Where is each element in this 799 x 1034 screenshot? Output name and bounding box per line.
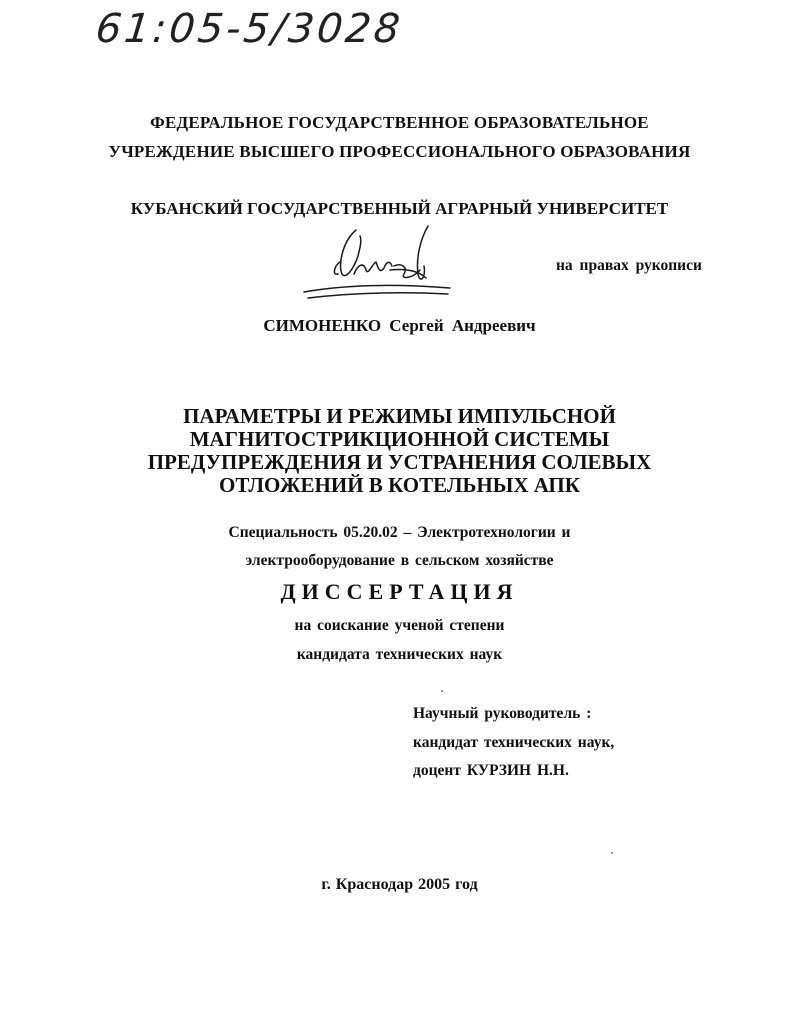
advisor-label: Научный руководитель : bbox=[413, 705, 592, 722]
thesis-title-line-4: ОТЛОЖЕНИЙ В КОТЕЛЬНЫХ АПК bbox=[219, 473, 580, 497]
handwritten-archive-code: 61:05-5/3028 bbox=[93, 6, 405, 52]
thesis-title-line-1: ПАРАМЕТРЫ И РЕЖИМЫ ИМПУЛЬСНОЙ bbox=[183, 404, 616, 428]
degree-line-2: кандидата технических наук bbox=[296, 646, 503, 663]
advisor-degree: кандидат технических наук, bbox=[413, 734, 615, 751]
thesis-title-line-3: ПРЕДУПРЕЖДЕНИЯ И УСТРАНЕНИЯ СОЛЕВЫХ bbox=[147, 450, 652, 474]
degree-line-1: на соискание ученой степени bbox=[294, 617, 505, 634]
author-name: СИМОНЕНКО Сергей Андреевич bbox=[263, 316, 536, 335]
specialty-line-1: Специальность 05.20.02 – Электротехнологии и bbox=[228, 524, 571, 541]
document-type: ДИССЕРТАЦИЯ bbox=[280, 579, 519, 604]
scan-speck bbox=[611, 852, 613, 854]
manuscript-rights-note: на правах рукописи bbox=[556, 257, 702, 274]
university-name: КУБАНСКИЙ ГОСУДАРСТВЕННЫЙ АГРАРНЫЙ УНИВЕРСИТЕТ bbox=[130, 199, 669, 218]
signature-image bbox=[298, 222, 458, 304]
organization-line-2: УЧРЕЖДЕНИЕ ВЫСШЕГО ПРОФЕССИОНАЛЬНОГО ОБРАЗОВАНИЯ bbox=[108, 142, 691, 161]
advisor-name: доцент КУРЗИН Н.Н. bbox=[413, 762, 569, 779]
thesis-title-line-2: МАГНИТОСТРИКЦИОННОЙ СИСТЕМЫ bbox=[189, 427, 610, 451]
scan-speck bbox=[441, 690, 443, 692]
specialty-line-2: электрооборудование в сельском хозяйстве bbox=[245, 552, 554, 569]
city-year: г. Краснодар 2005 год bbox=[321, 876, 478, 893]
organization-line-1: ФЕДЕРАЛЬНОЕ ГОСУДАРСТВЕННОЕ ОБРАЗОВАТЕЛЬНОЕ bbox=[150, 113, 649, 132]
